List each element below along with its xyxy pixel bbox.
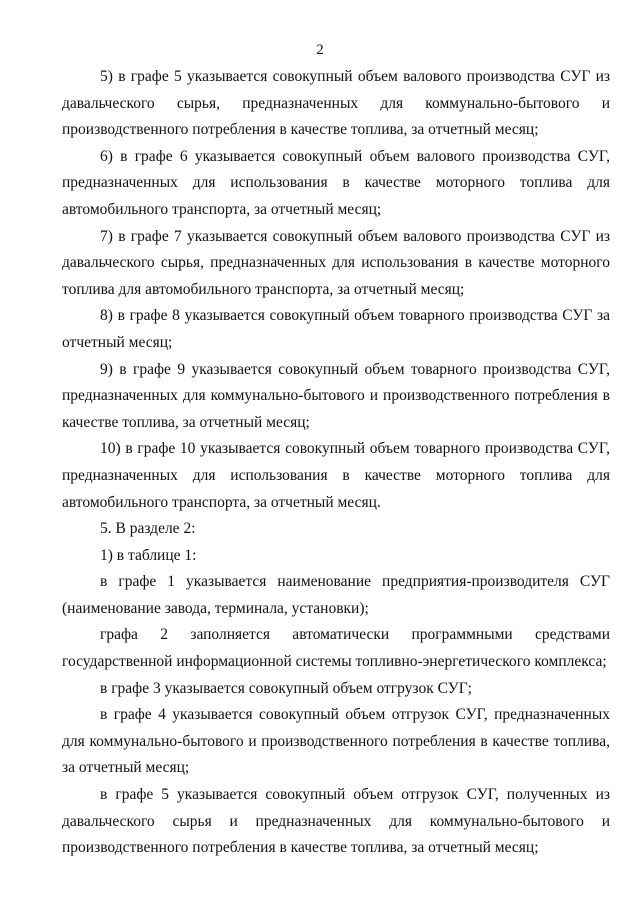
paragraph-graph-9: 9) в графе 9 указывается совокупный объем товарного производства СУГ, предназначенных для коммунально-бытового и производственного потребления в качестве топлива, за отчетный месяц; [62, 360, 610, 431]
page-number: 2 [316, 42, 324, 58]
paragraph-graph-10: 10) в графе 10 указывается совокупный объем товарного производства СУГ, предназначенных для использования в качестве моторного топлива для автомобильного транспорта, за отчетный месяц. [62, 440, 610, 511]
paragraph-graph-6: 6) в графе 6 указывается совокупный объем валового производства СУГ, предназначенных для использования в качестве моторного топлива для автомобильного транспорта, за отчетный месяц; [62, 147, 610, 218]
document-body [62, 64, 610, 862]
paragraph-table1-graph-2: графа 2 заполняется автоматически программными средствами государственной информационной системы топливно-энергетического комплекса; [62, 626, 610, 671]
paragraph-graph-8: 8) в графе 8 указывается совокупный объем товарного производства СУГ за отчетный месяц; [62, 307, 610, 351]
paragraph-graph-7: 7) в графе 7 указывается совокупный объем валового производства СУГ из давальческого сырья, предназначенных для использования в качестве моторного топлива для автомобильного транспорта, за отчетный месяц; [62, 227, 610, 298]
section-2-heading: 5. В разделе 2: [100, 520, 196, 538]
table-1-heading: 1) в таблице 1: [100, 546, 197, 564]
paragraph-table1-graph-5: в графе 5 указывается совокупный объем отгрузок СУГ, полученных из давальческого сырья и предназначенных для коммунально-бытового и производственного потребления в качестве топлива, за отчетный месяц; [62, 786, 610, 857]
paragraph-table1-graph-3: в графе 3 указывается совокупный объем отгрузок СУГ; [100, 679, 472, 697]
paragraph-table1-graph-1: в графе 1 указывается наименование предприятия-производителя СУГ (наименование завода, терминала, установки); [62, 573, 610, 617]
paragraph-table1-graph-4: в графе 4 указывается совокупный объем отгрузок СУГ, предназначенных для коммунально-бытового и производственного потребления в качестве топлива, за отчетный месяц; [62, 706, 610, 777]
paragraph-graph-5: 5) в графе 5 указывается совокупный объем валового производства СУГ из давальческого сырья, предназначенных для коммунально-бытового и производственного потребления в качестве топлива, за отчетный месяц; [62, 68, 610, 139]
